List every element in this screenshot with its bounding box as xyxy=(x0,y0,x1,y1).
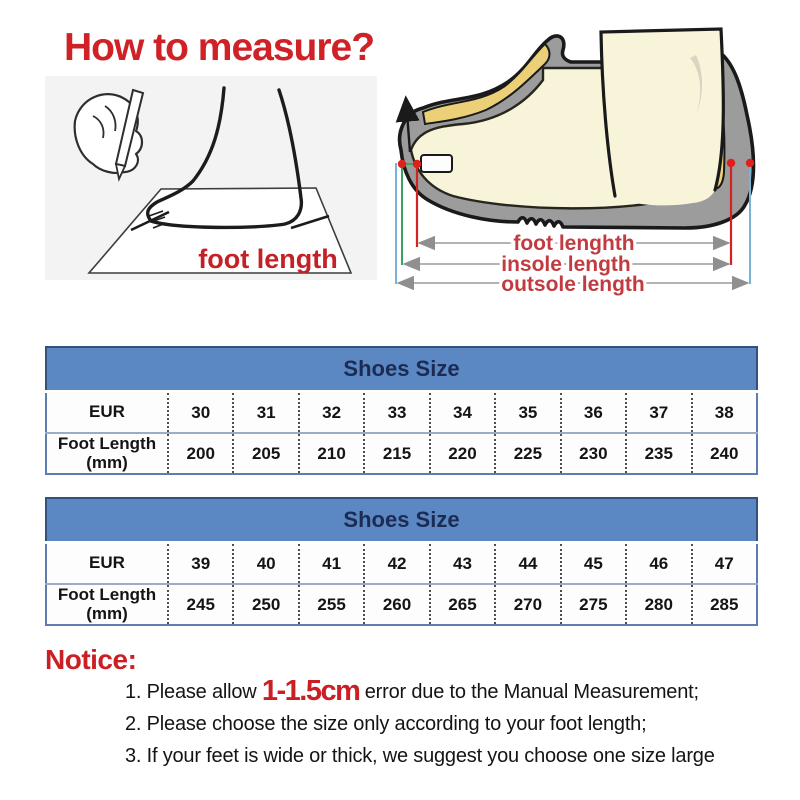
notice-item-3: 3. If your feet is wide or thick, we suggest you choose one size large xyxy=(125,745,715,767)
size-cell: 45 xyxy=(561,543,626,585)
size-cell: 39 xyxy=(168,543,233,585)
size-cell: 220 xyxy=(430,433,495,474)
foot-tracing-drawing xyxy=(45,76,377,280)
table-title: Shoes Size xyxy=(46,347,757,392)
outsole-length-measure-label: outsole length xyxy=(501,273,645,296)
notice-title: Notice: xyxy=(45,644,137,675)
size-cell: 245 xyxy=(168,584,233,625)
size-cell: 46 xyxy=(626,543,691,585)
size-cell: 30 xyxy=(168,392,233,434)
size-cell: 260 xyxy=(364,584,429,625)
foot-length-label: foot length xyxy=(198,244,338,274)
size-cell: 250 xyxy=(233,584,298,625)
toe-detail xyxy=(421,155,452,172)
size-cell: 270 xyxy=(495,584,560,625)
size-table-row xyxy=(46,584,757,625)
size-cell: 41 xyxy=(299,543,364,585)
size-cell: 215 xyxy=(364,433,429,474)
size-cell: 275 xyxy=(561,584,626,625)
size-cell: 43 xyxy=(430,543,495,585)
foot-length-measure-label: foot lenghth xyxy=(513,232,635,255)
notice-item-1-suffix: error due to the Manual Measurement; xyxy=(359,681,699,703)
size-cell: 38 xyxy=(692,392,758,434)
size-cell: 285 xyxy=(692,584,758,625)
table-title: Shoes Size xyxy=(46,498,757,543)
size-cell: 205 xyxy=(233,433,298,474)
size-cell: 225 xyxy=(495,433,560,474)
size-cell: 32 xyxy=(299,392,364,434)
notice-item-1-highlight: 1-1.5cm xyxy=(261,675,360,707)
notice-item-2: 2. Please choose the size only according to your foot length; xyxy=(125,713,647,735)
size-cell: 240 xyxy=(692,433,758,474)
row-label: EUR xyxy=(46,392,168,434)
foot-tracing-illustration xyxy=(45,76,377,280)
insole-length-measure-label: insole length xyxy=(501,253,631,276)
marker-dot xyxy=(727,159,735,167)
table-header-row xyxy=(46,347,757,392)
notice-item-1 xyxy=(125,675,765,707)
size-cell: 33 xyxy=(364,392,429,434)
size-cell: 265 xyxy=(430,584,495,625)
size-cell: 200 xyxy=(168,433,233,474)
size-cell: 47 xyxy=(692,543,758,585)
row-label: Foot Length (mm) xyxy=(46,433,168,474)
size-table-row xyxy=(46,433,757,474)
size-cell: 44 xyxy=(495,543,560,585)
shoe-diagram-drawing xyxy=(393,0,797,302)
size-cell: 31 xyxy=(233,392,298,434)
size-table-row xyxy=(46,543,757,585)
size-table-eur-39-47 xyxy=(45,497,758,626)
size-cell: 255 xyxy=(299,584,364,625)
marker-dot xyxy=(398,160,406,168)
size-cell: 35 xyxy=(495,392,560,434)
size-cell: 37 xyxy=(626,392,691,434)
size-cell: 210 xyxy=(299,433,364,474)
page-title: How to measure? xyxy=(64,26,375,69)
shoe-cross-section-illustration xyxy=(393,0,797,302)
table-header-row xyxy=(46,498,757,543)
size-cell: 36 xyxy=(561,392,626,434)
leg-fill xyxy=(601,29,723,205)
marker-dot xyxy=(746,159,754,167)
size-cell: 235 xyxy=(626,433,691,474)
notice-section xyxy=(45,644,765,776)
row-label: EUR xyxy=(46,543,168,585)
size-cell: 280 xyxy=(626,584,691,625)
size-cell: 42 xyxy=(364,543,429,585)
size-cell: 34 xyxy=(430,392,495,434)
size-cell: 40 xyxy=(233,543,298,585)
size-cell: 230 xyxy=(561,433,626,474)
marker-dot xyxy=(413,160,421,168)
notice-item-1-prefix: 1. Please allow xyxy=(125,681,262,703)
row-label: Foot Length (mm) xyxy=(46,584,168,625)
size-table-eur-30-38 xyxy=(45,346,758,475)
size-table-row xyxy=(46,392,757,434)
notice-items xyxy=(125,675,765,769)
